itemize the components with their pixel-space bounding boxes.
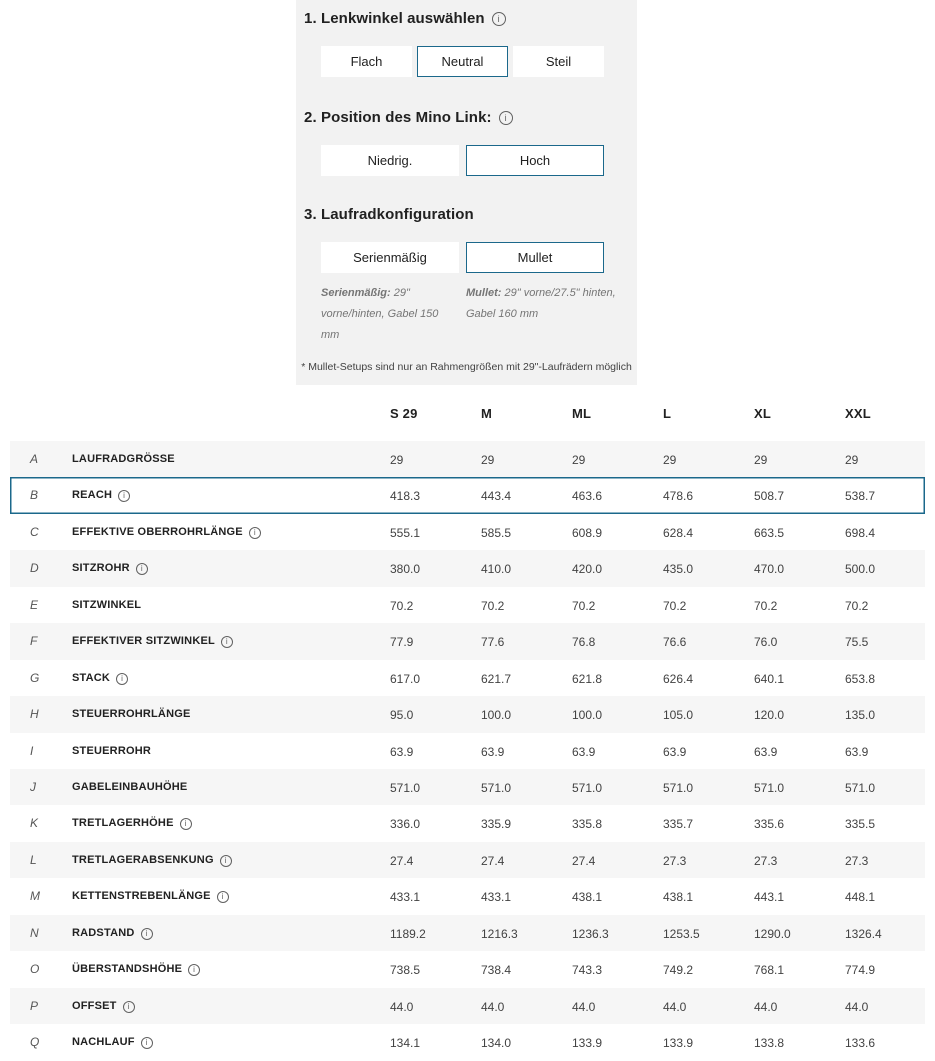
table-row[interactable] xyxy=(10,1024,925,1060)
row-label-text: GABELEINBAUHÖHE xyxy=(72,780,188,793)
info-icon[interactable]: i xyxy=(188,964,200,976)
row-label xyxy=(72,817,192,830)
geometry-value: 1253.5 xyxy=(663,926,700,941)
row-letter: C xyxy=(30,524,39,539)
geometry-value: 435.0 xyxy=(663,562,694,577)
geometry-value: 29 xyxy=(390,453,404,467)
geometry-value: 433.1 xyxy=(481,890,512,905)
option-button-flach[interactable]: Flach xyxy=(321,46,412,77)
description-term: Serienmäßig: xyxy=(321,287,391,299)
config-panel xyxy=(296,0,637,385)
section-3-heading xyxy=(304,206,474,223)
info-icon[interactable]: i xyxy=(141,1037,153,1049)
row-label-text: SITZROHR xyxy=(72,562,130,575)
table-row[interactable] xyxy=(10,842,925,878)
row-label xyxy=(72,1036,153,1049)
geometry-value: 29 xyxy=(663,453,677,467)
geometry-value: 70.2 xyxy=(390,598,414,613)
geometry-value: 75.5 xyxy=(845,635,869,650)
geometry-value: 410.0 xyxy=(481,562,512,577)
geometry-value: 500.0 xyxy=(845,562,876,577)
geometry-value: 538.7 xyxy=(845,489,876,504)
geometry-value: 70.2 xyxy=(481,598,505,613)
table-row[interactable] xyxy=(10,514,925,550)
table-row[interactable] xyxy=(10,477,925,513)
row-label xyxy=(72,963,200,976)
description-term: Mullet: xyxy=(466,287,502,299)
option-button-steil[interactable]: Steil xyxy=(513,46,604,77)
geometry-value: 133.6 xyxy=(845,1036,876,1050)
geometry-value: 1189.2 xyxy=(390,926,426,941)
geometry-value: 478.6 xyxy=(663,489,694,504)
geometry-value: 749.2 xyxy=(663,963,694,978)
geometry-value: 44.0 xyxy=(754,999,778,1014)
option-button-niedrig[interactable]: Niedrig. xyxy=(321,145,459,176)
row-letter: K xyxy=(30,816,39,831)
geometry-value: 443.1 xyxy=(754,890,785,905)
geometry-value: 27.4 xyxy=(481,853,505,868)
laufrad-options xyxy=(321,242,604,273)
geometry-value: 653.8 xyxy=(845,671,876,686)
geometry-value: 44.0 xyxy=(481,999,505,1014)
info-icon[interactable]: i xyxy=(136,563,148,575)
info-icon[interactable]: i xyxy=(492,12,506,26)
row-label xyxy=(72,489,130,502)
geometry-value: 63.9 xyxy=(845,744,869,759)
info-icon[interactable]: i xyxy=(217,891,229,903)
geometry-value: 621.8 xyxy=(572,671,603,686)
table-row[interactable] xyxy=(10,878,925,914)
row-letter: E xyxy=(30,597,39,612)
geometry-value: 621.7 xyxy=(481,671,512,686)
lenkwinkel-options xyxy=(321,46,604,77)
geometry-value: 100.0 xyxy=(481,708,512,723)
geometry-value: 508.7 xyxy=(754,489,785,504)
row-label-text: STACK xyxy=(72,671,111,684)
geometry-value: 44.0 xyxy=(663,999,687,1014)
column-header: XL xyxy=(754,406,772,421)
geometry-value: 336.0 xyxy=(390,817,421,832)
table-row[interactable] xyxy=(10,805,925,841)
table-row[interactable] xyxy=(10,769,925,805)
option-button-mullet[interactable]: Mullet xyxy=(466,242,604,273)
geometry-value: 1290.0 xyxy=(754,926,791,941)
row-label xyxy=(72,1000,135,1013)
geometry-value: 608.9 xyxy=(572,525,603,540)
geometry-value: 63.9 xyxy=(572,744,596,759)
geometry-value: 70.2 xyxy=(572,598,596,613)
info-icon[interactable]: i xyxy=(118,490,130,502)
geometry-value: 571.0 xyxy=(572,780,603,795)
geometry-value: 640.1 xyxy=(754,671,785,686)
geometry-value: 133.9 xyxy=(572,1036,603,1050)
geometry-value: 738.5 xyxy=(390,963,421,978)
geometry-value: 70.2 xyxy=(754,598,778,613)
row-label xyxy=(72,745,151,757)
row-label-text: RADSTAND xyxy=(72,926,135,939)
mino-link-options xyxy=(321,145,604,176)
geometry-value: 29 xyxy=(845,453,859,467)
geometry-value: 77.9 xyxy=(390,635,414,650)
option-button-neutral[interactable]: Neutral xyxy=(417,46,508,77)
info-icon[interactable]: i xyxy=(180,818,192,830)
geometry-value: 335.9 xyxy=(481,817,512,832)
row-letter: J xyxy=(30,779,36,794)
geometry-value: 663.5 xyxy=(754,525,785,540)
row-label xyxy=(72,599,141,611)
row-label-text: TRETLAGERABSENKUNG xyxy=(72,853,214,866)
row-label xyxy=(72,890,229,903)
geometry-value: 443.4 xyxy=(481,489,512,504)
geometry-value: 44.0 xyxy=(572,999,596,1014)
row-letter: B xyxy=(30,488,39,503)
table-row[interactable] xyxy=(10,951,925,987)
geometry-value: 133.8 xyxy=(754,1036,785,1050)
geometry-value: 44.0 xyxy=(845,999,869,1014)
row-label xyxy=(72,672,128,685)
info-icon[interactable]: i xyxy=(499,111,513,125)
geometry-value: 571.0 xyxy=(845,780,876,795)
section-2-title: 2. Position des Mino Link: xyxy=(304,109,492,126)
geometry-value: 63.9 xyxy=(663,744,687,759)
row-label-text: EFFEKTIVE OBERROHRLÄNGE xyxy=(72,525,243,538)
row-label-text: NACHLAUF xyxy=(72,1036,135,1048)
row-letter: H xyxy=(30,707,39,722)
column-header: XXL xyxy=(845,406,871,421)
column-header: M xyxy=(481,406,493,421)
info-icon[interactable]: i xyxy=(123,1001,135,1013)
row-letter: A xyxy=(30,452,39,466)
geometry-value: 335.7 xyxy=(663,817,694,832)
geometry-value: 470.0 xyxy=(754,562,785,577)
geometry-value: 418.3 xyxy=(390,489,421,504)
row-label-text: ÜBERSTANDSHÖHE xyxy=(72,963,183,976)
geometry-value: 1216.3 xyxy=(481,926,518,941)
row-label-text: SITZWINKEL xyxy=(72,598,142,611)
table-row[interactable] xyxy=(10,587,925,623)
geometry-value: 27.3 xyxy=(845,853,869,868)
geometry-value: 27.4 xyxy=(572,853,596,868)
geometry-value: 420.0 xyxy=(572,562,603,577)
geometry-value: 134.1 xyxy=(390,1036,421,1050)
geometry-value: 463.6 xyxy=(572,489,603,504)
geometry-value: 44.0 xyxy=(390,999,414,1014)
geometry-value: 76.6 xyxy=(663,635,687,650)
row-letter: P xyxy=(30,998,39,1013)
geometry-value: 438.1 xyxy=(663,890,694,905)
serienmaessig-description xyxy=(321,283,449,346)
geometry-value: 1326.4 xyxy=(845,926,882,941)
geometry-value: 438.1 xyxy=(572,890,603,905)
info-icon[interactable]: i xyxy=(249,527,261,539)
geometry-value: 29 xyxy=(481,453,495,467)
description-text: 29" vorne/27.5" hinten, Gabel 160 mm xyxy=(466,287,616,320)
table-row[interactable] xyxy=(10,550,925,586)
geometry-value: 571.0 xyxy=(390,780,421,795)
geometry-value: 29 xyxy=(754,453,768,467)
geometry-value: 626.4 xyxy=(663,671,694,686)
column-header: L xyxy=(663,406,672,421)
geometry-value: 77.6 xyxy=(481,635,505,650)
info-icon[interactable]: i xyxy=(221,636,233,648)
geometry-value: 738.4 xyxy=(481,963,512,978)
geometry-value: 135.0 xyxy=(845,708,876,723)
row-label-text: KETTENSTREBENLÄNGE xyxy=(72,890,211,903)
geometry-value: 555.1 xyxy=(390,525,421,540)
geometry-value: 63.9 xyxy=(754,744,778,759)
geometry-value: 63.9 xyxy=(390,744,414,759)
row-label-text: STEUERROHRLÄNGE xyxy=(72,708,191,721)
table-row[interactable] xyxy=(10,733,925,769)
table-row[interactable] xyxy=(10,660,925,696)
mullet-footnote: * Mullet-Setups sind nur an Rahmengrößen mit 29"-Laufrädern möglich xyxy=(301,361,632,373)
row-label xyxy=(72,562,148,575)
geometry-value: 76.0 xyxy=(754,635,778,650)
row-label xyxy=(72,635,233,648)
geometry-value: 27.4 xyxy=(390,853,414,868)
geometry-value: 70.2 xyxy=(845,598,869,613)
geometry-value: 133.9 xyxy=(663,1036,694,1050)
row-label-text: LAUFRADGRÖSSE xyxy=(72,453,175,465)
option-button-hoch[interactable]: Hoch xyxy=(466,145,604,176)
size-header-row xyxy=(10,398,925,441)
table-row[interactable] xyxy=(10,988,925,1024)
row-letter: N xyxy=(30,925,39,940)
geometry-value: 380.0 xyxy=(390,562,421,577)
geometry-value: 70.2 xyxy=(663,598,687,613)
description-text: 29" vorne/hinten, Gabel 150 mm xyxy=(321,287,439,341)
geometry-value: 63.9 xyxy=(481,744,505,759)
info-icon[interactable]: i xyxy=(220,855,232,867)
geometry-value: 585.5 xyxy=(481,525,512,540)
geometry-value: 768.1 xyxy=(754,963,785,978)
geometry-value: 433.1 xyxy=(390,890,421,905)
row-letter: M xyxy=(30,889,40,904)
geometry-value: 448.1 xyxy=(845,890,876,905)
row-letter: O xyxy=(30,962,40,977)
geometry-value: 95.0 xyxy=(390,708,414,723)
option-button-serienmaessig[interactable]: Serienmäßig xyxy=(321,242,459,273)
mullet-description xyxy=(466,283,616,325)
geometry-value: 27.3 xyxy=(754,853,778,868)
row-label xyxy=(72,854,232,867)
row-letter: I xyxy=(30,743,34,758)
geometry-value: 617.0 xyxy=(390,671,421,686)
geometry-value: 134.0 xyxy=(481,1036,512,1050)
section-1-heading xyxy=(304,10,506,27)
column-header: S 29 xyxy=(390,406,418,421)
row-letter: G xyxy=(30,670,40,685)
geometry-value: 743.3 xyxy=(572,963,603,978)
row-label-text: EFFEKTIVER SITZWINKEL xyxy=(72,635,215,648)
geometry-value: 571.0 xyxy=(754,780,785,795)
geometry-value: 698.4 xyxy=(845,525,876,540)
geometry-value: 29 xyxy=(572,453,586,467)
section-1-title: 1. Lenkwinkel auswählen xyxy=(304,10,485,27)
table-row[interactable] xyxy=(10,915,925,951)
row-label xyxy=(72,453,175,465)
row-label xyxy=(72,927,153,940)
row-label xyxy=(72,708,191,720)
section-3-title: 3. Laufradkonfiguration xyxy=(304,206,474,223)
geometry-value: 335.8 xyxy=(572,817,603,832)
geometry-table xyxy=(10,398,925,1060)
row-label-text: STEUERROHR xyxy=(72,744,152,757)
table-row[interactable] xyxy=(10,623,925,659)
row-letter: L xyxy=(30,852,37,867)
geometry-value: 120.0 xyxy=(754,708,785,723)
geometry-value: 571.0 xyxy=(663,780,694,795)
geometry-value: 105.0 xyxy=(663,708,694,723)
table-row[interactable] xyxy=(10,696,925,732)
geometry-value: 27.3 xyxy=(663,853,687,868)
geometry-value: 335.5 xyxy=(845,817,876,832)
geometry-value: 1236.3 xyxy=(572,926,609,941)
row-label xyxy=(72,781,187,793)
geometry-value: 76.8 xyxy=(572,635,596,650)
geometry-value: 335.6 xyxy=(754,817,785,832)
geometry-value: 628.4 xyxy=(663,525,694,540)
row-label-text: TRETLAGERHÖHE xyxy=(72,817,174,830)
geometry-value: 774.9 xyxy=(845,963,876,978)
row-letter: Q xyxy=(30,1035,40,1049)
info-icon[interactable]: i xyxy=(116,673,128,685)
table-row[interactable] xyxy=(10,441,925,477)
row-label-text: REACH xyxy=(72,489,113,502)
column-header: ML xyxy=(572,406,592,421)
row-letter: F xyxy=(30,634,38,649)
row-label-text: OFFSET xyxy=(72,999,117,1012)
section-2-heading xyxy=(304,109,513,126)
row-letter: D xyxy=(30,561,39,576)
geometry-value: 571.0 xyxy=(481,780,512,795)
row-label xyxy=(72,526,261,539)
info-icon[interactable]: i xyxy=(141,928,153,940)
geometry-value: 100.0 xyxy=(572,708,603,723)
